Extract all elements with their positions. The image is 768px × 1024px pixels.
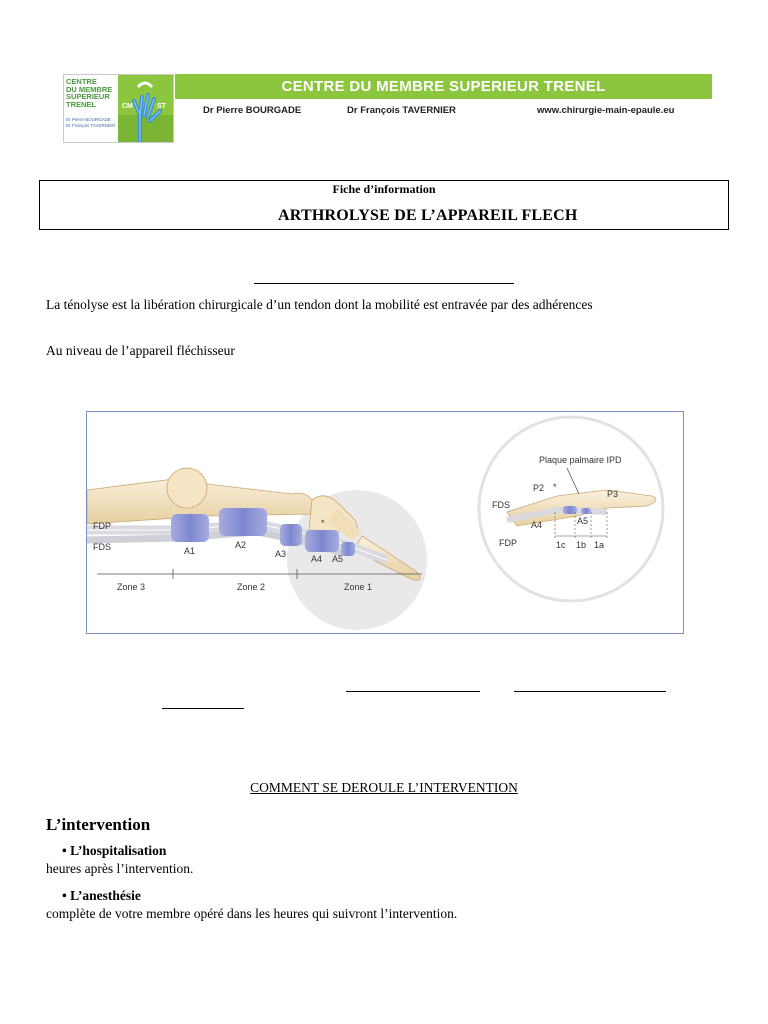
label-zone-2: Zone 2 xyxy=(237,582,266,592)
inset-pulley-a5 xyxy=(581,508,591,514)
label-p3: P3 xyxy=(607,489,619,499)
logo-doctor-2: Dr François TAVERNIER xyxy=(66,122,116,128)
label-inset-a5: A5 xyxy=(577,516,589,526)
label-a2: A2 xyxy=(235,540,247,550)
blank-line-2 xyxy=(514,691,666,692)
label-zone-1b: 1b xyxy=(576,540,587,550)
pulley-a4 xyxy=(305,530,339,552)
website-link[interactable]: www.chirurgie-main-epaule.eu xyxy=(537,105,675,116)
section-title xyxy=(0,780,768,796)
anesthesie-text: complète de votre membre opéré dans les heures qui suivront l’intervention. xyxy=(46,906,458,921)
header-banner: CENTRE DU MEMBRE SUPERIEUR TRENEL xyxy=(175,74,712,99)
document-title: ARTHROLYSE DE L’APPAREIL FLECH xyxy=(278,207,578,224)
pulley-a2 xyxy=(219,508,267,536)
logo-line-3: SUPERIEUR xyxy=(66,92,110,101)
logo-line-2: DU MEMBRE xyxy=(66,84,113,94)
doctor-1: Dr Pierre BOURGADE xyxy=(203,105,302,116)
pulley-a3 xyxy=(280,524,302,546)
intervention-heading: L’intervention xyxy=(46,815,151,834)
logo-doctor-1: Dr Pierre BOURGADE xyxy=(66,117,112,122)
logo-line-4: TRENEL xyxy=(66,99,96,109)
pulley-a5 xyxy=(341,542,355,556)
doctor-2: Dr François TAVERNIER xyxy=(347,105,456,116)
label-inset-fds: FDS xyxy=(492,500,510,510)
label-inset-a4: A4 xyxy=(531,520,543,530)
title-box xyxy=(39,180,729,230)
label-p2: P2 xyxy=(533,483,545,493)
label-a5: A5 xyxy=(332,554,344,564)
label-a1: A1 xyxy=(184,546,196,556)
label-a4: A4 xyxy=(311,554,323,564)
section-title-text: COMMENT SE DEROULE L’INTERVENTION xyxy=(250,780,518,795)
clinic-logo xyxy=(63,74,174,143)
label-a3: A3 xyxy=(275,549,287,559)
definition-text: La ténolyse est la libération chirurgicale d’un tendon dont la mobilité est entravée par des adhérences xyxy=(46,297,593,312)
blank-line-3 xyxy=(162,708,244,709)
document-subtitle: Fiche d’information xyxy=(332,182,436,196)
level-text: Au niveau de l’appareil fléchisseur xyxy=(46,343,235,358)
hospitalisation-text: heures après l’intervention. xyxy=(46,861,194,876)
flexor-pulley-diagram xyxy=(86,411,684,634)
blank-line-1 xyxy=(346,691,480,692)
label-fdp: FDP xyxy=(93,521,111,531)
label-star: * xyxy=(321,518,325,528)
label-zone-1a: 1a xyxy=(594,540,605,550)
label-inset-star: * xyxy=(553,482,557,492)
mcp-joint xyxy=(167,468,207,508)
separator-line xyxy=(254,283,514,284)
label-zone-1: Zone 1 xyxy=(344,582,373,592)
logo-cm: CM xyxy=(122,103,133,110)
label-inset-fdp: FDP xyxy=(499,538,517,548)
label-fds: FDS xyxy=(93,542,111,552)
logo-text xyxy=(66,78,120,108)
logo-st: ST xyxy=(157,103,166,110)
anesthesie-label: • L’anesthésie xyxy=(62,888,141,903)
label-zone-1c: 1c xyxy=(556,540,566,550)
pulley-a1 xyxy=(171,514,209,542)
label-zone-3: Zone 3 xyxy=(117,582,146,592)
logo-line-1: CENTRE xyxy=(66,77,97,86)
label-plaque-palmaire: Plaque palmaire IPD xyxy=(539,455,622,465)
logo-doctors xyxy=(66,117,120,128)
hospitalisation-label: • L’hospitalisation xyxy=(62,843,167,858)
